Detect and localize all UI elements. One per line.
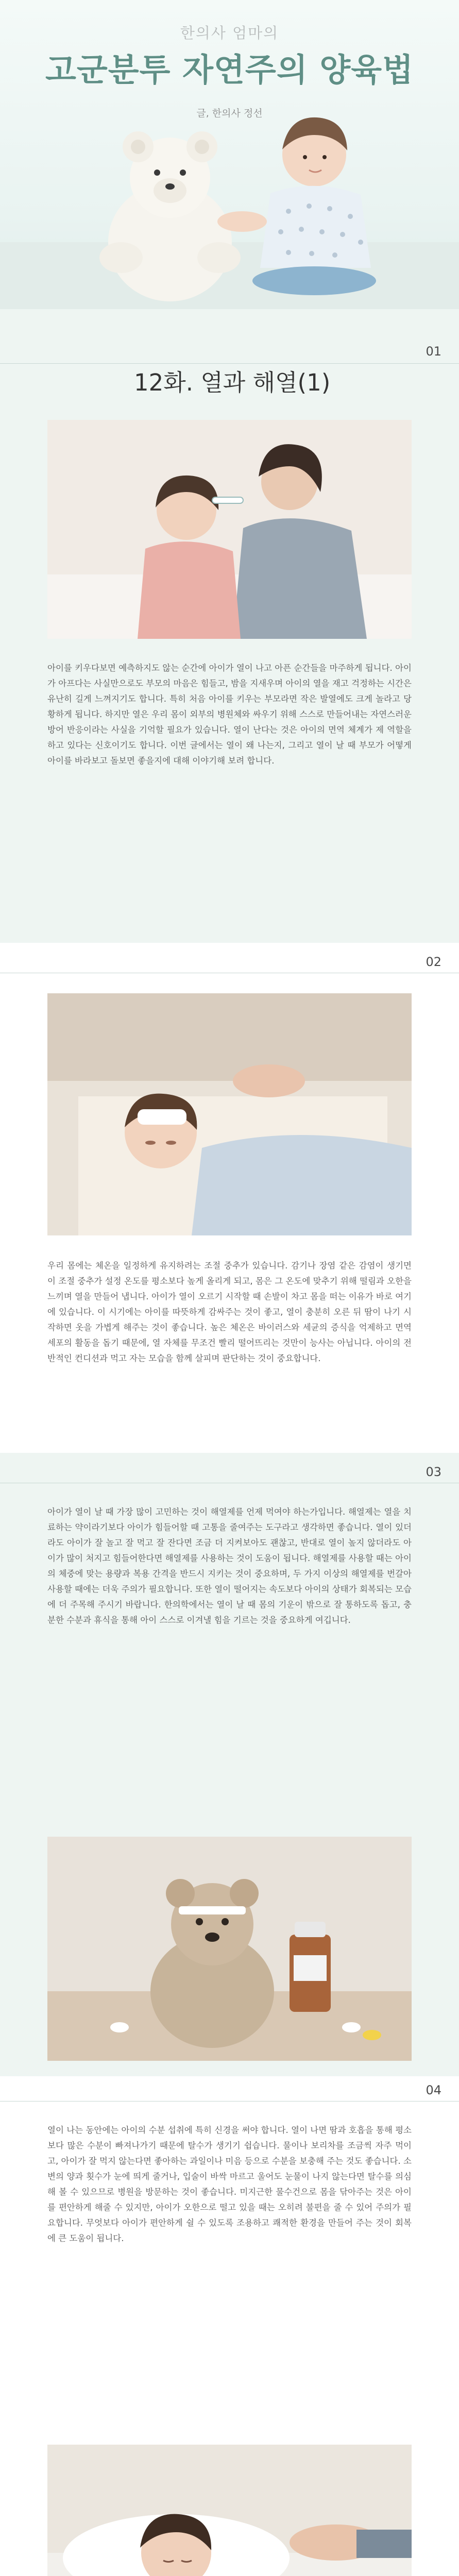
photo-child-sleeping bbox=[47, 2445, 412, 2576]
section-number: 01 bbox=[426, 344, 441, 359]
section-number: 03 bbox=[426, 1465, 441, 1479]
photo-medicine-bear bbox=[47, 1837, 412, 2061]
article-byline: 글, 한의사 정선 bbox=[196, 108, 263, 119]
section-number: 04 bbox=[426, 2083, 441, 2097]
photo-child-thermometer bbox=[47, 420, 412, 639]
section-04-body: 열이 나는 동안에는 아이의 수분 섭취에 특히 신경을 써야 합니다. 열이 나면 땀과 호흡을 통해 평소보다 많은 수분이 빠져나가기 때문에 탈수가 생기기 쉽습니다. 물이나 보리차를 조금씩 자주 먹이고, 아이가 잘 먹지 않는다면 좋아하는 과일이나 미음 등으로 수분을 보충해 주는 것도 좋습니다. 소변의 양과 횟수가 눈에 띄게 줄거나, 입술이 바싹 마르고 울어도 눈물이 나지 않는다면 탈수를 의심해 볼 수 있으므로 병원을 방문하는 것이 좋습니다. 미지근한 물수건으로 몸을 닦아주는 것은 아이를 편안하게 해줄 수 있지만, 아이가 오한으로 떨고 있을 때는 오히려 불편을 줄 수 있어 주의가 필요합니다. 무엇보다 아이가 편안하게 쉴 수 있도록 조용하고 쾌적한 환경을 만들어 주는 것이 회복에 큰 도움이 됩니다. bbox=[47, 2125, 412, 2243]
article-header bbox=[0, 0, 459, 309]
episode-title: 12화. 열과 해열(1) bbox=[134, 369, 331, 396]
header-subtitle: 한의사 엄마의 bbox=[180, 24, 279, 42]
section-03-body: 아이가 열이 날 때 가장 많이 고민하는 것이 해열제를 언제 먹여야 하는가입니다. 해열제는 열을 치료하는 약이라기보다 아이가 힘들어할 때 고통을 줄여주는 도구라고 생각하면 좋습니다. 열이 있더라도 아이가 잘 놀고 잘 먹고 잘 잔다면 조금 더 지켜보아도 괜찮고, 반대로 열이 높지 않더라도 아이가 많이 처지고 힘들어한다면 해열제를 사용하는 것이 도움이 됩니다. 해열제를 사용할 때는 아이의 체중에 맞는 용량과 복용 간격을 반드시 지키는 것이 중요하며, 두 가지 이상의 해열제를 번갈아 사용할 때에는 더욱 주의가 필요합니다. 또한 열이 떨어지는 속도보다 아이의 상태가 회복되는 모습에 더 주목해 주시기 바랍니다. 한의학에서는 열이 날 때 몸의 기운이 밖으로 잘 통하도록 돕고, 충분한 수분과 휴식을 통해 아이 스스로 이겨낼 힘을 기르는 것을 중요하게 여깁니다. bbox=[47, 1507, 412, 1625]
article-title: 고군분투 자연주의 양육법 bbox=[45, 51, 414, 89]
photo-sick-child-bed bbox=[47, 993, 412, 1235]
section-01-body: 아이를 키우다보면 예측하지도 않는 순간에 아이가 열이 나고 아픈 순간들을 마주하게 됩니다. 아이가 아프다는 사실만으로도 부모의 마음은 힘들고, 밤을 지새우며 아이의 열을 재고 걱정하는 시간은 유난히 길게 느껴지기도 합니다. 특히 처음 아이를 키우는 부모라면 작은 발열에도 크게 놀라고 당황하게 됩니다. 하지만 열은 우리 몸이 외부의 병원체와 싸우기 위해 스스로 만들어내는 자연스러운 방어 반응이라는 사실을 기억할 필요가 있습니다. 열이 난다는 것은 아이의 면역 체계가 제 역할을 하고 있다는 신호이기도 합니다. 이번 글에서는 열이 왜 나는지, 그리고 열이 날 때 부모가 어떻게 아이를 바라보고 돌보면 좋을지에 대해 이야기해 보려 합니다. bbox=[47, 663, 412, 766]
section-number: 02 bbox=[426, 955, 441, 969]
section-02-body: 우리 몸에는 체온을 일정하게 유지하려는 조절 중추가 있습니다. 감기나 장염 같은 감염이 생기면 이 조절 중추가 설정 온도를 평소보다 높게 올리게 되고, 몸은 그 온도에 맞추기 위해 떨림과 오한을 느끼며 열을 만들어 냅니다. 아이가 열이 오르기 시작할 때 손발이 차고 몸을 떠는 이유가 바로 여기에 있습니다. 이 시기에는 아이를 따뜻하게 감싸주는 것이 좋고, 열이 충분히 오른 뒤 땀이 나기 시작하면 옷을 가볍게 해주는 것이 좋습니다. 높은 체온은 바이러스와 세균의 증식을 억제하고 면역 세포의 활동을 돕기 때문에, 열 자체를 무조건 빨리 떨어뜨리는 것만이 능사는 아닙니다. 아이의 전반적인 컨디션과 먹고 자는 모습을 함께 살피며 판단하는 것이 중요합니다. bbox=[47, 1261, 412, 1363]
teddy-bear-icon bbox=[99, 131, 241, 301]
divider bbox=[0, 2101, 459, 2102]
